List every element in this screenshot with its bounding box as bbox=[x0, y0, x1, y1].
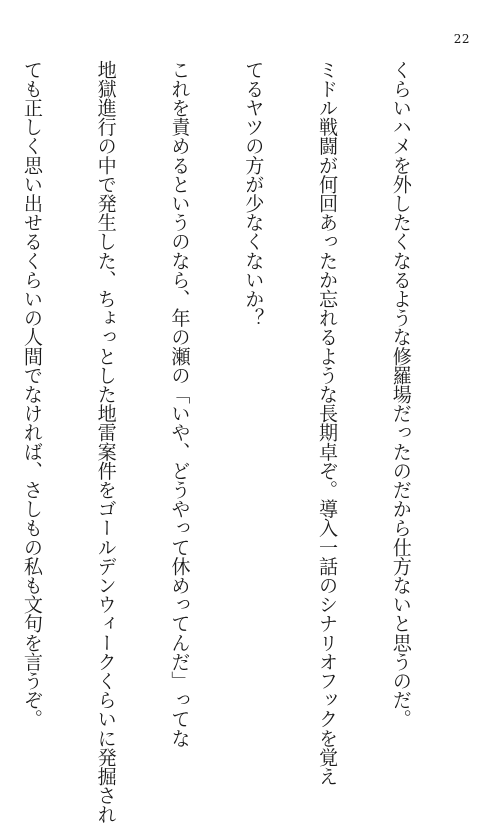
text-line: これを責めるというのなら、年の瀬の「いや、どうやって休めってんだ」ってな bbox=[168, 60, 192, 748]
text-line: てるヤツの方が少なくないか？ bbox=[242, 60, 266, 328]
text-line: 地獄進行の中で発生した、ちょっとした地雷案件をゴールデンウィークくらいに発掘され bbox=[94, 60, 118, 824]
text-line: ミドル戦闘が何回あったか忘れるような長期卓ぞ。導入一話のシナリオフックを覚え bbox=[316, 60, 340, 786]
text-line: くらいハメを外したくなるような修羅場だったのだから仕方ないと思うのだ。 bbox=[389, 60, 413, 729]
page-number: 22 bbox=[453, 32, 470, 46]
text-line: ても正しく思い出せるくらいの人間でなければ、さしもの私も文句を言うぞ。 bbox=[20, 60, 44, 729]
novel-text-body bbox=[0, 60, 462, 824]
